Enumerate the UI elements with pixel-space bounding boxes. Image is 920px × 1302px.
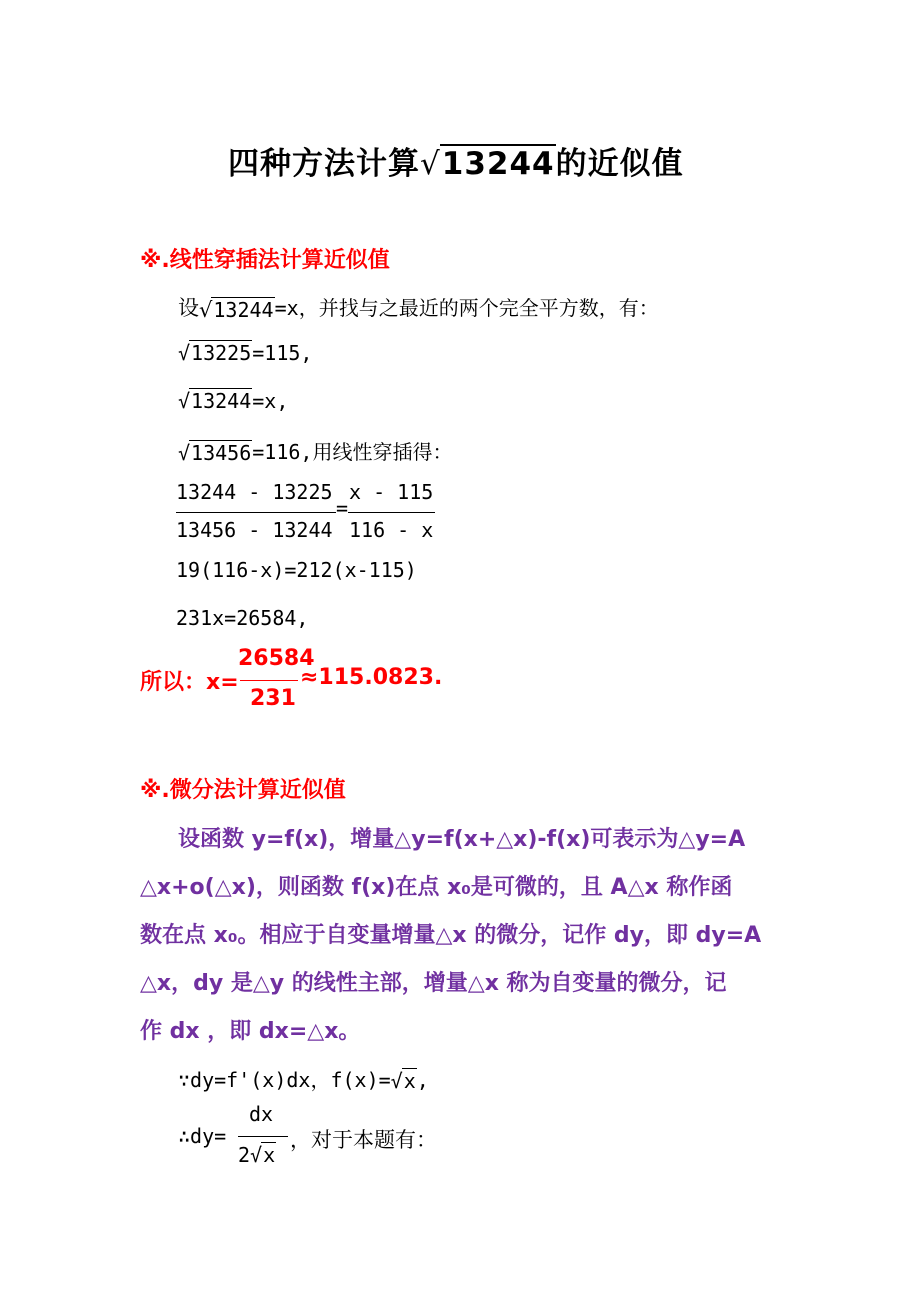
sqrt-sign: √13244 [178, 389, 252, 413]
therefore-prefix: ∴dy= [178, 1124, 227, 1148]
therefore-fraction-bar [238, 1136, 288, 1137]
definition-line-2: △x+o(△x)，则函数 f(x)在点 x₀是可微的，且 A△x 称作函 [140, 875, 733, 900]
equation-1: 19(116-x)=212(x-115) [176, 558, 417, 582]
frac-left-bar [176, 512, 336, 513]
section2-heading: ※.微分法计算近似值 [140, 778, 346, 803]
therefore-denominator: 2√x [238, 1143, 276, 1167]
frac-right-denominator: 116 - x [349, 518, 434, 542]
equation-2: 231x=26584, [176, 606, 309, 630]
result-denominator: 231 [250, 686, 296, 711]
sqrt-sign: √x [390, 1069, 416, 1093]
sqrt-sign: √13244 [199, 298, 274, 322]
result-fraction-bar [240, 680, 298, 681]
frac-right-numerator: x - 115 [349, 480, 434, 504]
definition-line-4: △x，dy 是△y 的线性主部，增量△x 称为自变量的微分，记 [140, 971, 727, 996]
definition-line-5: 作 dx ，即 dx=△x。 [140, 1019, 361, 1044]
frac-left-numerator: 13244 - 13225 [176, 480, 333, 504]
page-title: 四种方法计算√13244的近似值 [228, 145, 684, 182]
sqrt-sign: √13456 [178, 441, 252, 465]
frac-right-bar [348, 512, 435, 513]
sqrt-sign: √13225 [178, 341, 252, 365]
result-numerator: 26584 [238, 646, 315, 671]
result-suffix: ≈115.0823. [300, 665, 443, 690]
sqrt-sign: √x [250, 1143, 276, 1167]
sqrt-line-3: √13456=116,用线性穿插得： [178, 440, 453, 465]
therefore-numerator: dx [249, 1102, 274, 1126]
section1-heading: ※.线性穿插法计算近似值 [140, 248, 390, 273]
definition-line-3: 数在点 x₀。相应于自变量增量△x 的微分，记作 dy，即 dy=A [140, 923, 762, 948]
sqrt-line-1: √13225=115, [178, 341, 313, 365]
sqrt-line-2: √13244=x, [178, 389, 289, 413]
frac-left-denominator: 13456 - 13244 [176, 518, 333, 542]
intro-line: 设√13244=x，并找与之最近的两个完全平方数，有： [178, 296, 659, 322]
therefore-suffix: ，对于本题有： [290, 1128, 437, 1152]
result-prefix: 所以：x= [140, 670, 239, 695]
because-line: ∵dy=f'(x)dx，f(x)=√x, [178, 1068, 429, 1093]
definition-line-1: 设函数 y=f(x)，增量△y=f(x+△x)-f(x)可表示为△y=A [178, 827, 746, 852]
frac-equals: = [336, 496, 349, 520]
sqrt-sign: √13244 [420, 145, 555, 182]
